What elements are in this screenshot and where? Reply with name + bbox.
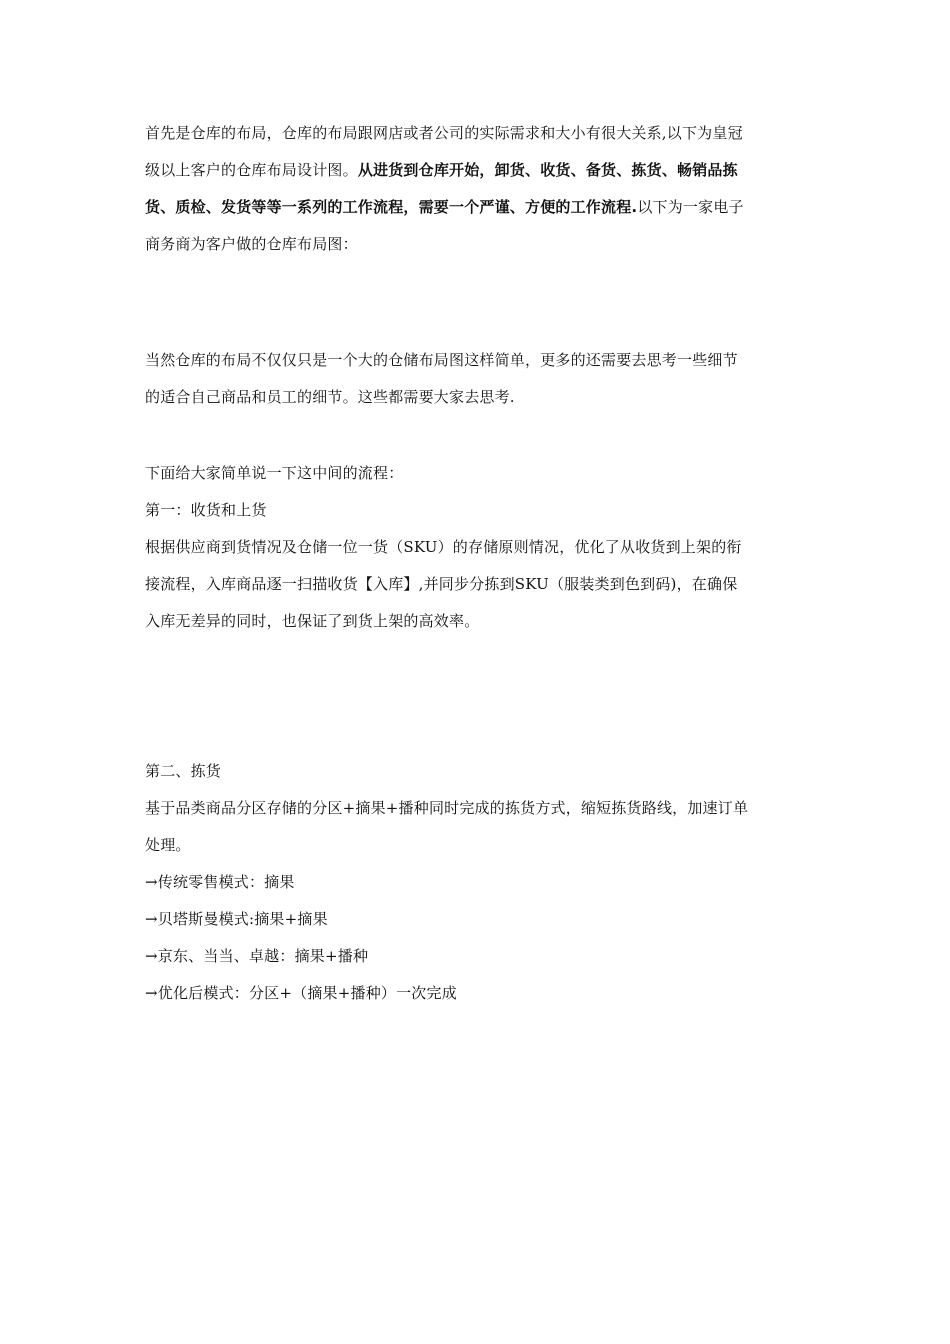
picking-mode-item: →优化后模式：分区+（摘果+播种）一次完成 bbox=[145, 984, 457, 1002]
intro-line-3-plain: 以下为一家电子 bbox=[637, 198, 744, 216]
flow-section bbox=[145, 455, 805, 640]
note-line-1: 当然仓库的布局不仅仅只是一个大的仓储布局图这样简单，更多的还需要去思考一些细节 bbox=[145, 351, 738, 369]
step1-line-3: 入库无差异的同时，也保证了到货上架的高效率。 bbox=[145, 612, 480, 630]
intro-line-3-bold: 货、质检、发货等等一系列的工作流程，需要一个严谨、方便的工作流程. bbox=[145, 198, 638, 216]
picking-line-1: 基于品类商品分区存储的分区+摘果+播种同时完成的拣货方式，缩短拣货路线，加速订单 bbox=[145, 799, 749, 817]
picking-line-2: 处理。 bbox=[145, 836, 191, 854]
note-paragraph bbox=[145, 342, 805, 416]
intro-line-1: 首先是仓库的布局，仓库的布局跟网店或者公司的实际需求和大小有很大关系,以下为皇冠 bbox=[145, 124, 743, 142]
note-line-2: 的适合自己商品和员工的细节。这些都需要大家去思考. bbox=[145, 388, 515, 406]
picking-section bbox=[145, 753, 805, 1012]
step1-line-1: 根据供应商到货情况及仓储一位一货（SKU）的存储原则情况，优化了从收货到上架的衔 bbox=[145, 538, 742, 556]
flow-heading: 下面给大家简单说一下这中间的流程： bbox=[145, 464, 404, 482]
picking-mode-item: →贝塔斯曼模式:摘果+摘果 bbox=[145, 910, 328, 928]
step1-title: 第一：收货和上货 bbox=[145, 501, 267, 519]
intro-line-2-plain: 级以上客户的仓库布局设计图。 bbox=[145, 161, 358, 179]
intro-line-2 bbox=[145, 152, 805, 189]
intro-line-2-bold: 从进货到仓库开始，卸货、收货、备货、拣货、畅销品拣 bbox=[357, 161, 738, 179]
picking-title: 第二、拣货 bbox=[145, 762, 222, 780]
step1-line-2: 接流程，入库商品逐一扫描收货【入库】,并同步分拣到SKU（服装类到色到码)，在确保 bbox=[145, 575, 738, 593]
intro-line-4: 商务商为客户做的仓库布局图： bbox=[145, 235, 358, 253]
intro-line-3 bbox=[145, 189, 805, 226]
picking-mode-item: →传统零售模式：摘果 bbox=[145, 873, 295, 891]
picking-mode-item: →京东、当当、卓越：摘果+播种 bbox=[145, 947, 369, 965]
intro-paragraph bbox=[145, 115, 805, 263]
